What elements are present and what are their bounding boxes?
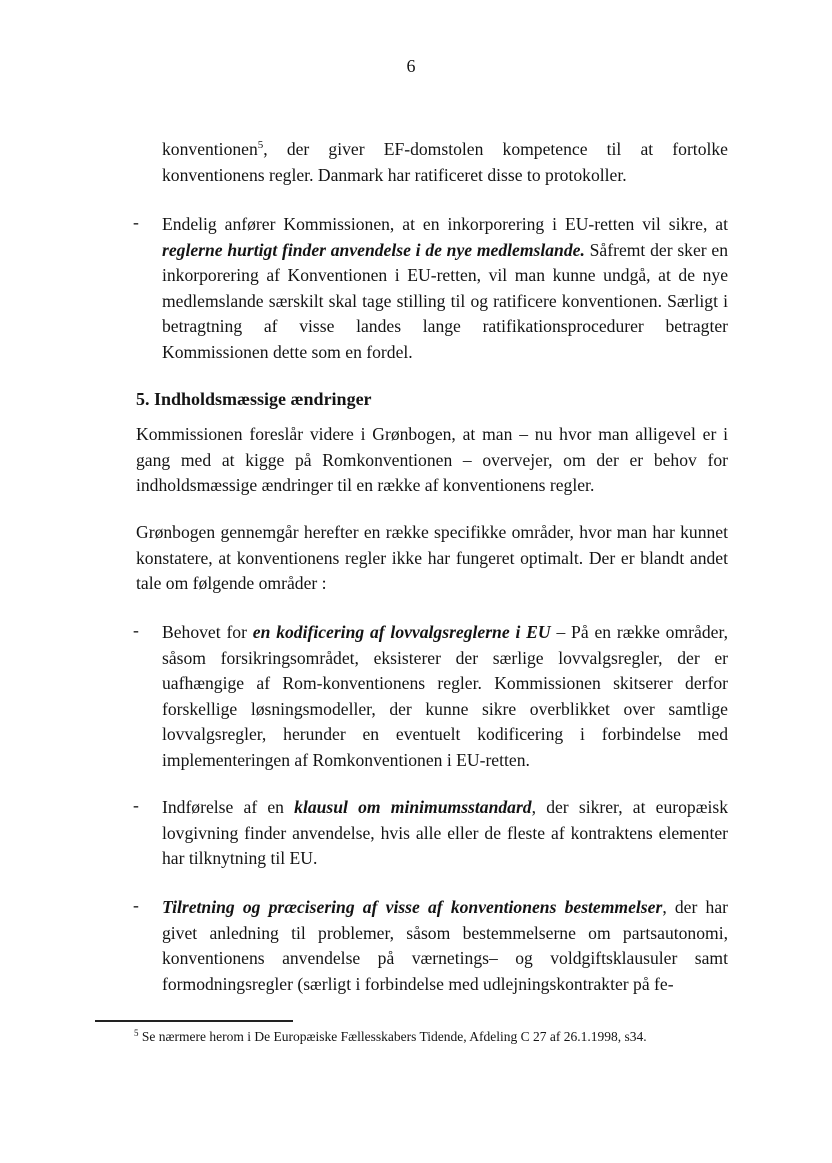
- list-item-emphasis: en kodificering af lovvalgsreglerne i EU: [252, 622, 551, 642]
- list-item-minimum-standard: [162, 795, 728, 872]
- list-item-dash: -: [133, 895, 139, 915]
- list-item-emphasis: Tilretning og præcisering af visse af konventionens bestemmelser: [162, 897, 663, 917]
- footnote: [134, 1028, 647, 1046]
- continuation-text-a: konventionen: [162, 139, 258, 159]
- list-item-dash: -: [133, 795, 139, 815]
- list-item-text: Behovet for: [162, 622, 253, 642]
- footnote-divider: [95, 1020, 293, 1022]
- list-item-text: Indførelse af en: [162, 797, 295, 817]
- section-heading: 5. Indholdsmæssige ændringer: [136, 389, 372, 409]
- list-item-codification: [162, 620, 728, 774]
- list-item-dash: -: [133, 212, 139, 232]
- body-paragraph-areas: Grønbogen gennemgår herefter en række specifikke områder, hvor man har kunnet konstatere, at konventionens regler ikke har fungeret optimalt. Der er blandt andet tale om følgende områder :: [136, 522, 728, 594]
- continuation-text-b: , der giver EF-domstolen kompetence til at fortolke konventionens regler. Danmark har ratificeret disse to protokoller.: [162, 139, 728, 185]
- list-item-incorporation: [162, 212, 728, 366]
- body-paragraph-proposal: Kommissionen foreslår videre i Grønbogen, at man – nu hvor man alligevel er i gang med at kigge på Romkonventionen – overvejer, om der er behov for indholdsmæssige ændringer til en række af konventionens regler.: [136, 424, 728, 496]
- list-item-text: Endelig anfører Kommissionen, at en inkorporering i EU-retten vil sikre, at: [162, 214, 728, 234]
- continuation-paragraph: [162, 137, 728, 188]
- list-item-emphasis: klausul om minimumsstandard: [294, 797, 532, 817]
- footnote-reference: 5: [257, 139, 264, 151]
- list-item-text: – På en række områder, såsom forsikringsområdet, eksisterer der særlige lovvalgsregler, der er uafhængige af Rom-konventionens regler. Kommissionen skitserer derfor forskellige løsningsmodeller, der kunne sikre overblikket over samtlige lovvalgsregler, herunder en eventuelt kodificering i forbindelse med implementeringen af Romkonventionen i EU-retten.: [162, 622, 728, 770]
- list-item-dash: -: [133, 620, 139, 640]
- list-item-text: , der har givet anledning til problemer, såsom bestemmelserne om partsautonomi, konventionens anvendelse på værnetings– og voldgiftsklausuler samt formodningsregler (særligt i forbindelse med udlejningskontrakter på fe-: [162, 897, 728, 994]
- list-item-text: , der sikrer, at europæisk lovgivning finder anvendelse, hvis alle eller de fleste af kontraktens elementer har tilknytning til EU.: [162, 797, 728, 869]
- page-number: 6: [406, 56, 416, 76]
- footnote-number: 5: [134, 1028, 139, 1038]
- list-item-emphasis: reglerne hurtigt finder anvendelse i de nye medlemslande.: [162, 239, 585, 260]
- list-item-text: Såfremt der sker en inkorporering af Konventionen i EU-retten, vil man kunne undgå, at de nye medlemslande særskilt skal tage stilling til og ratificere konventionen. Særligt i betragtning af visse landes lange ratifikationsprocedurer betragter Kommissionen dette som en fordel.: [162, 239, 729, 362]
- list-item-adjustment: [162, 895, 728, 997]
- footnote-text: Se nærmere herom i De Europæiske Fællesskabers Tidende, Afdeling C 27 af 26.1.1998, s34.: [138, 1029, 647, 1044]
